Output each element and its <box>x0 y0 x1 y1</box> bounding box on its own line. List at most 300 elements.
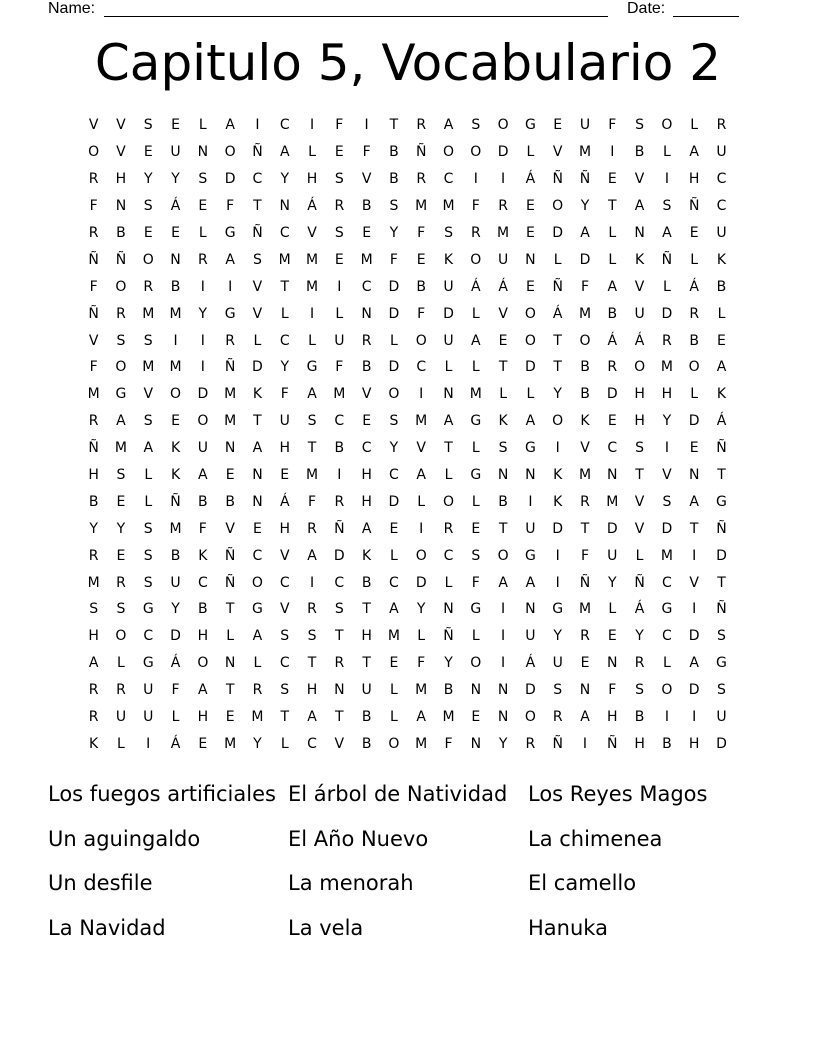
grid-letter: O <box>634 359 646 376</box>
grid-letter: Ñ <box>661 251 673 268</box>
grid-letter: L <box>471 359 480 376</box>
grid-letter: O <box>388 386 400 403</box>
grid-letter: O <box>142 251 154 268</box>
grid-letter: Á <box>525 171 536 188</box>
grid-letter: I <box>337 467 342 484</box>
grid-letter: C <box>661 574 672 591</box>
grid-row <box>80 677 736 704</box>
grid-letter: E <box>198 198 208 215</box>
grid-letter: L <box>253 655 262 672</box>
grid-letter: K <box>716 386 727 403</box>
grid-letter: N <box>279 198 290 215</box>
grid-letter: A <box>471 332 481 349</box>
grid-letter: U <box>716 225 727 241</box>
grid-letter: V <box>116 117 126 134</box>
grid-letter: I <box>200 359 205 376</box>
grid-letter: U <box>525 628 536 645</box>
grid-letter: K <box>170 467 181 484</box>
grid-letter: M <box>497 225 510 241</box>
grid-letter: Y <box>116 520 126 537</box>
grid-letter: M <box>415 413 428 430</box>
grid-letter: A <box>361 520 372 537</box>
grid-letter: M <box>87 574 100 591</box>
grid-letter: A <box>307 709 317 726</box>
grid-letter: L <box>690 386 699 403</box>
grid-letter: F <box>471 574 480 591</box>
grid-letter: Y <box>608 574 617 591</box>
grid-letter: S <box>252 251 262 268</box>
grid-letter: S <box>143 198 153 215</box>
grid-letter: T <box>253 413 262 430</box>
grid-letter: A <box>416 467 426 484</box>
grid-letter: O <box>115 359 127 376</box>
grid-letter: C <box>443 171 454 188</box>
grid-letter: E <box>607 628 617 645</box>
grid-letter: D <box>388 493 400 510</box>
grid-letter: H <box>634 413 645 430</box>
grid-letter: O <box>524 332 536 349</box>
grid-letter: I <box>664 440 669 457</box>
grid-letter: B <box>361 198 372 215</box>
grid-letter: R <box>716 117 727 134</box>
grid-row <box>80 112 736 139</box>
grid-letter: F <box>362 144 371 161</box>
grid-letter: T <box>444 440 453 457</box>
grid-letter: G <box>252 601 263 618</box>
grid-letter: F <box>198 520 207 537</box>
grid-letter: F <box>580 547 590 564</box>
grid-letter: H <box>115 171 127 188</box>
word-list-item: El árbol de Natividad <box>288 782 508 806</box>
grid-letter: Y <box>498 735 508 752</box>
grid-letter: Á <box>170 198 181 215</box>
grid-letter: S <box>717 628 726 645</box>
grid-letter: E <box>143 225 153 241</box>
grid-letter: O <box>170 386 182 403</box>
grid-letter: N <box>634 225 645 241</box>
grid-letter: L <box>417 628 426 645</box>
grid-letter: E <box>471 709 481 726</box>
grid-letter: D <box>688 682 700 699</box>
grid-letter: H <box>306 171 318 188</box>
grid-letter: I <box>664 171 669 188</box>
grid-letter: E <box>116 547 126 564</box>
date-underline <box>673 16 739 17</box>
grid-letter: T <box>280 709 289 726</box>
grid-letter: V <box>416 440 426 457</box>
grid-letter: E <box>143 144 153 161</box>
grid-letter: A <box>634 198 645 215</box>
grid-letter: A <box>307 547 317 564</box>
grid-letter: O <box>251 574 263 591</box>
grid-letter: O <box>388 735 400 752</box>
grid-letter: Ñ <box>716 520 727 537</box>
grid-letter: C <box>279 332 290 349</box>
grid-letter: R <box>88 709 99 726</box>
grid-letter: F <box>417 655 426 672</box>
grid-letter: V <box>634 493 645 510</box>
grid-letter: E <box>225 709 235 726</box>
grid-letter: H <box>688 171 700 188</box>
grid-letter: D <box>252 359 263 376</box>
grid-letter: S <box>143 332 153 349</box>
grid-letter: T <box>498 520 508 537</box>
grid-letter: S <box>143 413 153 430</box>
grid-letter: N <box>525 601 536 618</box>
grid-letter: R <box>334 493 345 510</box>
grid-letter: N <box>115 198 127 215</box>
grid-letter: H <box>661 386 673 403</box>
grid-letter: R <box>470 225 481 241</box>
grid-letter: Y <box>143 171 153 188</box>
grid-letter: N <box>497 682 509 699</box>
grid-letter: M <box>305 467 319 484</box>
grid-letter: S <box>498 440 508 457</box>
grid-letter: L <box>335 305 344 322</box>
grid-letter: E <box>689 440 699 457</box>
word-list-item: El camello <box>528 871 637 895</box>
grid-letter: Y <box>280 359 289 376</box>
grid-letter: D <box>688 628 700 645</box>
grid-letter: O <box>442 144 455 161</box>
grid-letter: C <box>443 547 454 564</box>
grid-letter: G <box>142 601 154 618</box>
grid-letter: L <box>390 682 398 699</box>
grid-letter: Ñ <box>224 359 236 376</box>
grid-letter: O <box>552 198 564 215</box>
grid-row <box>80 273 736 300</box>
grid-letter: U <box>525 520 536 537</box>
grid-letter: L <box>308 144 316 161</box>
grid-letter: M <box>224 413 237 430</box>
grid-letter: A <box>689 144 699 161</box>
grid-letter: K <box>362 547 372 564</box>
grid-letter: R <box>525 735 536 752</box>
grid-letter: I <box>200 332 205 349</box>
grid-letter: D <box>552 520 564 537</box>
grid-letter: C <box>279 655 290 672</box>
grid-letter: L <box>280 735 289 752</box>
grid-letter: Á <box>634 332 645 349</box>
grid-letter: N <box>170 251 181 268</box>
grid-letter: T <box>335 709 344 726</box>
grid-letter: K <box>89 735 99 752</box>
grid-letter: A <box>389 601 399 618</box>
grid-letter: A <box>198 682 208 699</box>
grid-letter: Y <box>580 198 590 215</box>
grid-letter: Y <box>253 735 262 752</box>
grid-letter: M <box>169 305 182 322</box>
grid-letter: H <box>88 467 99 484</box>
grid-letter: N <box>497 467 509 484</box>
grid-letter: R <box>334 198 345 215</box>
grid-letter: V <box>88 117 99 134</box>
grid-letter: L <box>471 305 480 322</box>
grid-letter: L <box>662 144 671 161</box>
grid-letter: E <box>553 117 563 134</box>
grid-letter: I <box>528 493 533 510</box>
grid-letter: I <box>692 547 697 564</box>
grid-letter: V <box>361 386 372 403</box>
grid-letter: L <box>553 251 562 268</box>
grid-letter: E <box>389 520 399 537</box>
grid-letter: L <box>662 655 671 672</box>
grid-letter: Y <box>416 601 426 618</box>
grid-letter: U <box>361 682 372 699</box>
word-list-item: La vela <box>288 915 364 940</box>
grid-letter: H <box>306 682 318 699</box>
grid-letter: V <box>143 386 154 403</box>
grid-letter: S <box>198 171 208 188</box>
grid-letter: I <box>501 655 506 672</box>
grid-letter: K <box>634 251 645 268</box>
grid-letter: S <box>280 682 290 699</box>
grid-letter: A <box>116 413 126 430</box>
grid-letter: F <box>89 278 98 295</box>
grid-letter: G <box>524 547 536 564</box>
grid-letter: B <box>361 735 372 752</box>
grid-letter: S <box>143 547 153 564</box>
grid-row <box>80 327 736 354</box>
grid-letter: G <box>524 440 536 457</box>
grid-letter: A <box>716 359 727 376</box>
grid-letter: V <box>634 171 645 188</box>
grid-letter: R <box>116 574 126 591</box>
grid-letter: O <box>497 117 509 134</box>
grid-letter: N <box>579 682 591 699</box>
grid-letter: H <box>607 709 618 726</box>
grid-letter: L <box>117 655 125 672</box>
grid-letter: I <box>692 709 697 726</box>
grid-letter: U <box>443 332 454 349</box>
grid-letter: S <box>280 628 290 645</box>
grid-letter: S <box>662 493 672 510</box>
grid-letter: S <box>662 198 672 215</box>
name-underline <box>104 16 608 17</box>
grid-letter: Ñ <box>716 601 727 618</box>
grid-letter: V <box>88 332 99 349</box>
grid-letter: B <box>198 601 208 618</box>
grid-row <box>80 139 736 166</box>
grid-letter: D <box>224 171 236 188</box>
grid-letter: B <box>225 493 235 510</box>
grid-letter: M <box>578 144 592 161</box>
grid-letter: A <box>443 413 454 430</box>
grid-letter: I <box>555 574 560 591</box>
grid-letter: H <box>197 628 209 645</box>
grid-letter: V <box>334 735 345 752</box>
word-list-item: La menorah <box>288 871 414 895</box>
grid-letter: M <box>169 520 182 537</box>
grid-letter: R <box>116 305 126 322</box>
grid-letter: U <box>334 332 345 349</box>
grid-letter: E <box>362 413 372 430</box>
grid-letter: O <box>115 628 127 645</box>
grid-letter: L <box>253 332 262 349</box>
grid-letter: K <box>252 386 263 403</box>
word-list-item: La Navidad <box>48 915 166 940</box>
grid-letter: L <box>471 628 480 645</box>
grid-letter: M <box>578 467 592 484</box>
grid-letter: M <box>660 359 673 376</box>
grid-letter: U <box>197 440 208 457</box>
grid-letter: S <box>116 467 126 484</box>
grid-letter: L <box>117 735 125 752</box>
grid-letter: T <box>717 467 726 484</box>
grid-letter: L <box>608 225 617 241</box>
grid-row <box>80 354 736 381</box>
grid-letter: S <box>334 225 344 241</box>
grid-letter: I <box>173 332 178 349</box>
grid-letter: O <box>661 117 673 134</box>
grid-letter: R <box>88 171 99 188</box>
grid-row <box>80 300 736 327</box>
grid-letter: Y <box>89 520 98 537</box>
grid-letter: Á <box>170 655 181 672</box>
grid-letter: N <box>252 467 263 484</box>
grid-letter: M <box>251 709 264 726</box>
grid-letter: Ñ <box>607 735 618 752</box>
grid-letter: B <box>443 682 454 699</box>
grid-letter: N <box>607 655 618 672</box>
grid-letter: N <box>470 682 482 699</box>
grid-letter: M <box>578 601 592 618</box>
grid-letter: R <box>116 682 126 699</box>
grid-letter: L <box>471 493 480 510</box>
grid-letter: D <box>388 305 400 322</box>
grid-letter: V <box>634 520 645 537</box>
grid-letter: C <box>389 467 399 484</box>
grid-letter: S <box>334 171 344 188</box>
grid-letter: N <box>361 305 372 322</box>
grid-letter: R <box>634 655 645 672</box>
grid-letter: L <box>390 709 398 726</box>
grid-letter: E <box>171 117 180 134</box>
grid-letter: B <box>389 144 399 161</box>
grid-letter: R <box>361 332 372 349</box>
grid-letter: H <box>279 520 290 537</box>
grid-letter: Á <box>471 278 481 295</box>
grid-letter: F <box>226 198 235 215</box>
grid-row <box>80 462 736 489</box>
grid-letter: T <box>225 601 235 618</box>
grid-letter: I <box>200 278 205 295</box>
grid-letter: D <box>388 359 400 376</box>
grid-letter: S <box>471 117 481 134</box>
grid-letter: E <box>607 171 617 188</box>
grid-letter: I <box>255 117 260 134</box>
page-title: Capitulo 5, Vocabulario 2 <box>94 34 722 92</box>
grid-letter: Y <box>280 171 289 188</box>
grid-letter: A <box>143 440 154 457</box>
grid-letter: Á <box>716 413 727 430</box>
grid-letter: M <box>333 386 346 403</box>
grid-letter: N <box>197 144 209 161</box>
grid-letter: S <box>444 225 453 241</box>
grid-letter: E <box>171 225 180 241</box>
grid-letter: K <box>716 251 727 268</box>
grid-row <box>80 381 736 408</box>
grid-letter: A <box>88 655 99 672</box>
grid-letter: D <box>525 682 536 699</box>
grid-letter: G <box>224 305 236 322</box>
grid-letter: L <box>471 440 480 457</box>
grid-letter: O <box>524 709 536 726</box>
grid-letter: Ñ <box>579 171 591 188</box>
grid-letter: N <box>525 467 536 484</box>
grid-letter: O <box>115 278 127 295</box>
grid-letter: V <box>498 305 508 322</box>
grid-letter: M <box>224 386 237 403</box>
grid-letter: D <box>443 305 454 322</box>
grid-letter: H <box>361 493 372 510</box>
grid-letter: M <box>415 682 428 699</box>
grid-letter: B <box>198 493 208 510</box>
grid-letter: C <box>143 628 154 645</box>
grid-letter: L <box>226 628 235 645</box>
grid-letter: E <box>116 493 126 510</box>
grid-letter: T <box>280 278 289 295</box>
date-label: Date: <box>627 0 666 17</box>
grid-letter: B <box>116 225 126 241</box>
grid-letter: O <box>197 413 209 430</box>
grid-letter: B <box>361 359 372 376</box>
grid-letter: S <box>116 601 126 618</box>
grid-row <box>80 569 736 596</box>
grid-letter: K <box>443 251 454 268</box>
grid-letter: Ñ <box>88 305 99 322</box>
word-list-item: Un aguingaldo <box>48 826 201 851</box>
word-list-item: Los Reyes Magos <box>528 782 708 806</box>
grid-letter: Ñ <box>443 628 454 645</box>
grid-letter: T <box>689 520 699 537</box>
grid-letter: V <box>662 467 672 484</box>
grid-letter: D <box>606 520 618 537</box>
grid-letter: D <box>661 520 673 537</box>
grid-letter: F <box>580 278 590 295</box>
grid-letter: T <box>389 117 399 134</box>
grid-letter: S <box>89 601 99 618</box>
grid-letter: Ñ <box>716 440 727 457</box>
grid-letter: E <box>389 655 399 672</box>
grid-letter: V <box>634 278 645 295</box>
grid-letter: N <box>334 682 345 699</box>
grid-letter: S <box>143 520 153 537</box>
grid-letter: N <box>497 709 509 726</box>
grid-letter: L <box>390 547 398 564</box>
grid-letter: E <box>198 735 208 752</box>
grid-letter: K <box>170 440 181 457</box>
grid-letter: C <box>416 359 427 376</box>
grid-letter: I <box>364 117 369 134</box>
grid-letter: R <box>88 682 99 699</box>
grid-letter: C <box>661 628 672 645</box>
grid-letter: L <box>280 305 289 322</box>
grid-row <box>80 220 736 247</box>
grid-letter: D <box>170 628 181 645</box>
grid-letter: K <box>580 413 590 430</box>
grid-letter: C <box>279 225 290 241</box>
grid-letter: F <box>389 251 398 268</box>
grid-letter: S <box>307 628 317 645</box>
grid-letter: L <box>444 467 453 484</box>
grid-letter: F <box>471 198 480 215</box>
grid-letter: E <box>334 144 344 161</box>
grid-letter: R <box>225 332 235 349</box>
grid-letter: E <box>580 655 590 672</box>
grid-letter: G <box>470 601 482 618</box>
grid-letter: E <box>471 520 481 537</box>
